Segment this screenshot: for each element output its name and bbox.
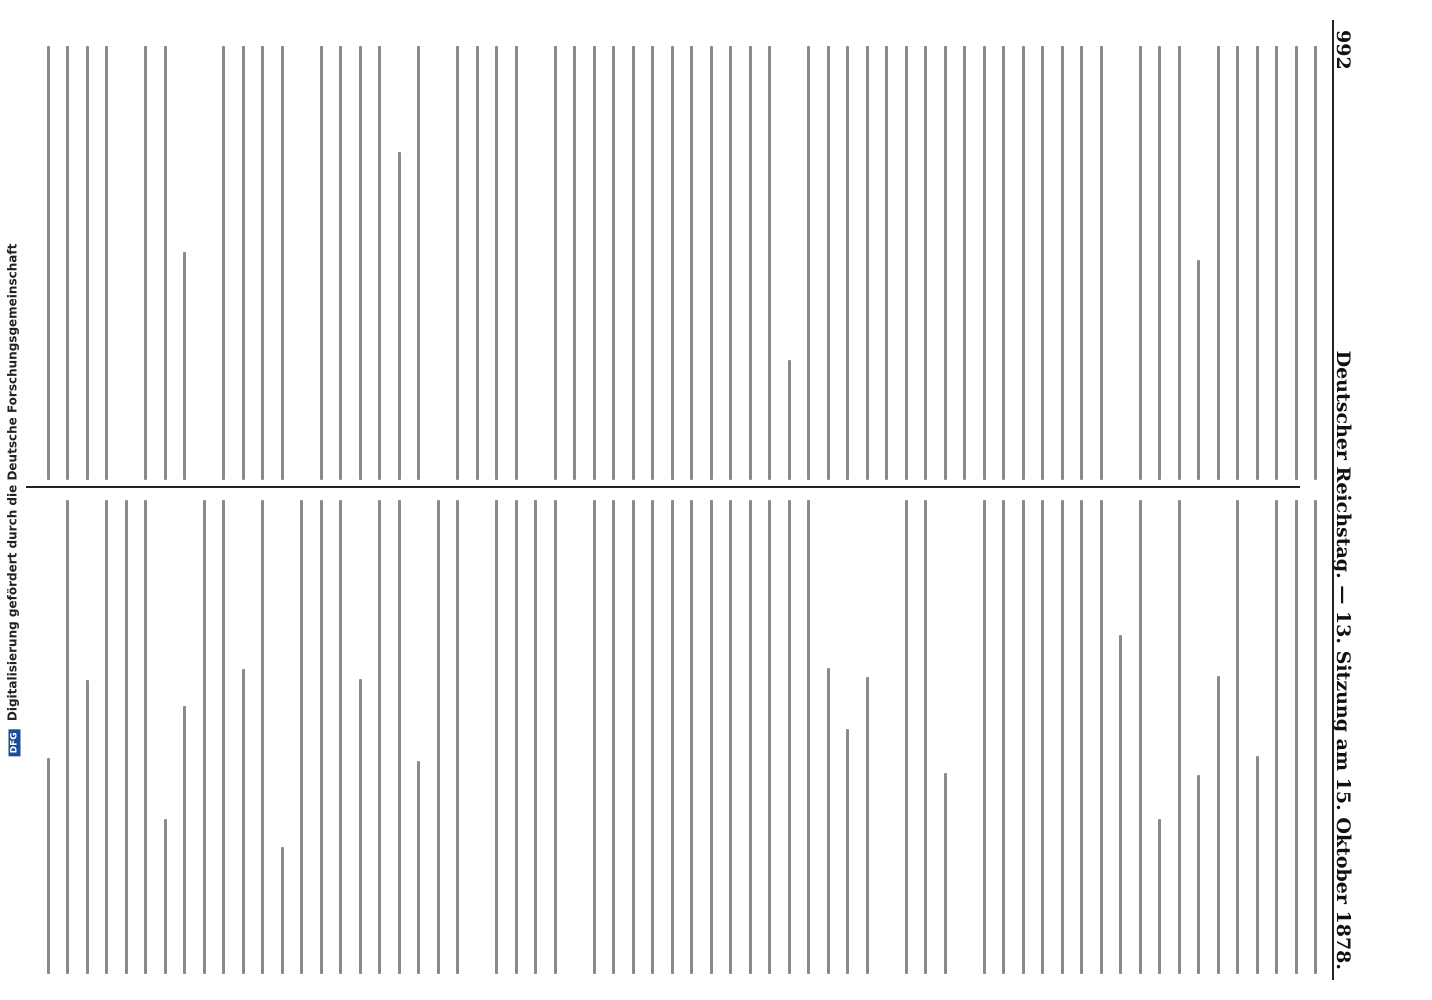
text-line	[534, 500, 537, 974]
text-line	[1295, 500, 1298, 974]
text-line	[86, 680, 89, 974]
text-line	[807, 500, 810, 974]
text-line	[47, 46, 50, 480]
text-line	[417, 46, 420, 480]
text-line	[300, 500, 303, 974]
text-line	[1197, 260, 1200, 480]
text-line	[515, 46, 518, 480]
text-line	[924, 46, 927, 480]
text-line	[320, 46, 323, 480]
text-line	[339, 500, 342, 974]
text-line	[476, 46, 479, 480]
text-line	[105, 46, 108, 480]
text-line	[144, 46, 147, 480]
text-line	[1275, 46, 1278, 480]
text-line	[651, 46, 654, 480]
text-line	[1002, 46, 1005, 480]
text-line	[612, 46, 615, 480]
text-line	[183, 706, 186, 974]
text-line	[242, 46, 245, 480]
text-line	[827, 668, 830, 974]
text-line	[86, 46, 89, 480]
text-line	[1080, 500, 1083, 974]
text-line	[515, 500, 518, 974]
running-title: Deutscher Reichstag. — 13. Sitzung am 15. Oktober 1878.	[1332, 350, 1354, 970]
text-line	[612, 500, 615, 974]
text-line	[378, 46, 381, 480]
text-line	[1158, 46, 1161, 480]
text-line	[846, 46, 849, 480]
text-line	[359, 679, 362, 974]
text-line	[671, 46, 674, 480]
text-line	[1061, 500, 1064, 974]
text-line	[1100, 500, 1103, 974]
text-line	[1178, 46, 1181, 480]
text-line	[1139, 500, 1142, 974]
text-line	[66, 46, 69, 480]
text-line	[417, 761, 420, 974]
text-line	[495, 46, 498, 480]
text-line	[359, 46, 362, 480]
text-line	[690, 500, 693, 974]
text-line	[1275, 500, 1278, 974]
text-line	[1256, 46, 1259, 480]
text-line	[807, 46, 810, 480]
text-line	[983, 500, 986, 974]
text-line	[1158, 819, 1161, 974]
text-line	[1022, 500, 1025, 974]
text-line	[573, 46, 576, 480]
text-line	[1100, 46, 1103, 480]
text-line	[1022, 46, 1025, 480]
text-line	[1256, 756, 1259, 974]
text-line	[690, 46, 693, 480]
text-line	[1041, 46, 1044, 480]
text-line	[749, 46, 752, 480]
text-line	[1295, 46, 1298, 480]
text-line	[593, 46, 596, 480]
text-line	[983, 46, 986, 480]
text-line	[456, 500, 459, 974]
page-number: 992	[1332, 30, 1354, 70]
text-line	[320, 500, 323, 974]
text-line	[47, 758, 50, 974]
text-line	[164, 819, 167, 974]
text-line	[1002, 500, 1005, 974]
text-line	[749, 500, 752, 974]
text-line	[963, 46, 966, 480]
text-line	[788, 360, 791, 480]
digitization-footer	[0, 0, 26, 1000]
text-line	[1314, 500, 1317, 974]
text-line	[261, 500, 264, 974]
text-line	[651, 500, 654, 974]
text-line	[866, 46, 869, 480]
text-line	[398, 500, 401, 974]
text-line	[1197, 775, 1200, 974]
text-line	[1236, 500, 1239, 974]
column-separator	[0, 486, 1300, 488]
text-line	[222, 500, 225, 974]
text-line	[827, 46, 830, 480]
text-line	[1061, 46, 1064, 480]
text-line	[924, 500, 927, 974]
text-line	[378, 500, 381, 974]
text-line	[281, 46, 284, 480]
text-column-left-page-half	[40, 40, 1320, 480]
text-line	[1236, 46, 1239, 480]
text-line	[105, 500, 108, 974]
text-line	[1041, 500, 1044, 974]
text-line	[768, 500, 771, 974]
text-line	[866, 677, 869, 974]
text-line	[554, 46, 557, 480]
text-line	[222, 46, 225, 480]
text-line	[242, 669, 245, 974]
text-line	[1217, 676, 1220, 974]
text-line	[710, 500, 713, 974]
text-line	[593, 500, 596, 974]
text-line	[710, 46, 713, 480]
text-line	[944, 46, 947, 480]
text-line	[203, 500, 206, 974]
text-line	[846, 729, 849, 974]
text-line	[944, 773, 947, 974]
text-line	[768, 46, 771, 480]
text-line	[66, 500, 69, 974]
text-line	[671, 500, 674, 974]
text-line	[281, 847, 284, 974]
text-line	[1178, 500, 1181, 974]
text-line	[729, 500, 732, 974]
text-line	[1080, 46, 1083, 480]
text-line	[1119, 635, 1122, 974]
text-line	[554, 500, 557, 974]
text-line	[905, 46, 908, 480]
text-line	[1139, 46, 1142, 480]
text-line	[495, 500, 498, 974]
text-line	[632, 46, 635, 480]
running-header	[1328, 30, 1358, 970]
dfg-logo: DFG	[9, 729, 21, 756]
text-line	[144, 500, 147, 974]
text-line	[729, 46, 732, 480]
text-line	[261, 46, 264, 480]
text-line	[339, 46, 342, 480]
text-line	[885, 46, 888, 480]
text-column-right-page-half	[40, 494, 1320, 974]
footer-credit: Digitalisierung gefördert durch die Deutsche Forschungsgemeinschaft	[5, 243, 20, 722]
text-line	[456, 46, 459, 480]
text-line	[788, 500, 791, 974]
text-line	[398, 152, 401, 480]
text-line	[1314, 46, 1317, 480]
text-line	[183, 252, 186, 480]
text-line	[437, 500, 440, 974]
text-line	[1217, 46, 1220, 480]
text-line	[164, 46, 167, 480]
text-line	[905, 500, 908, 974]
text-line	[125, 500, 128, 974]
text-line	[632, 500, 635, 974]
